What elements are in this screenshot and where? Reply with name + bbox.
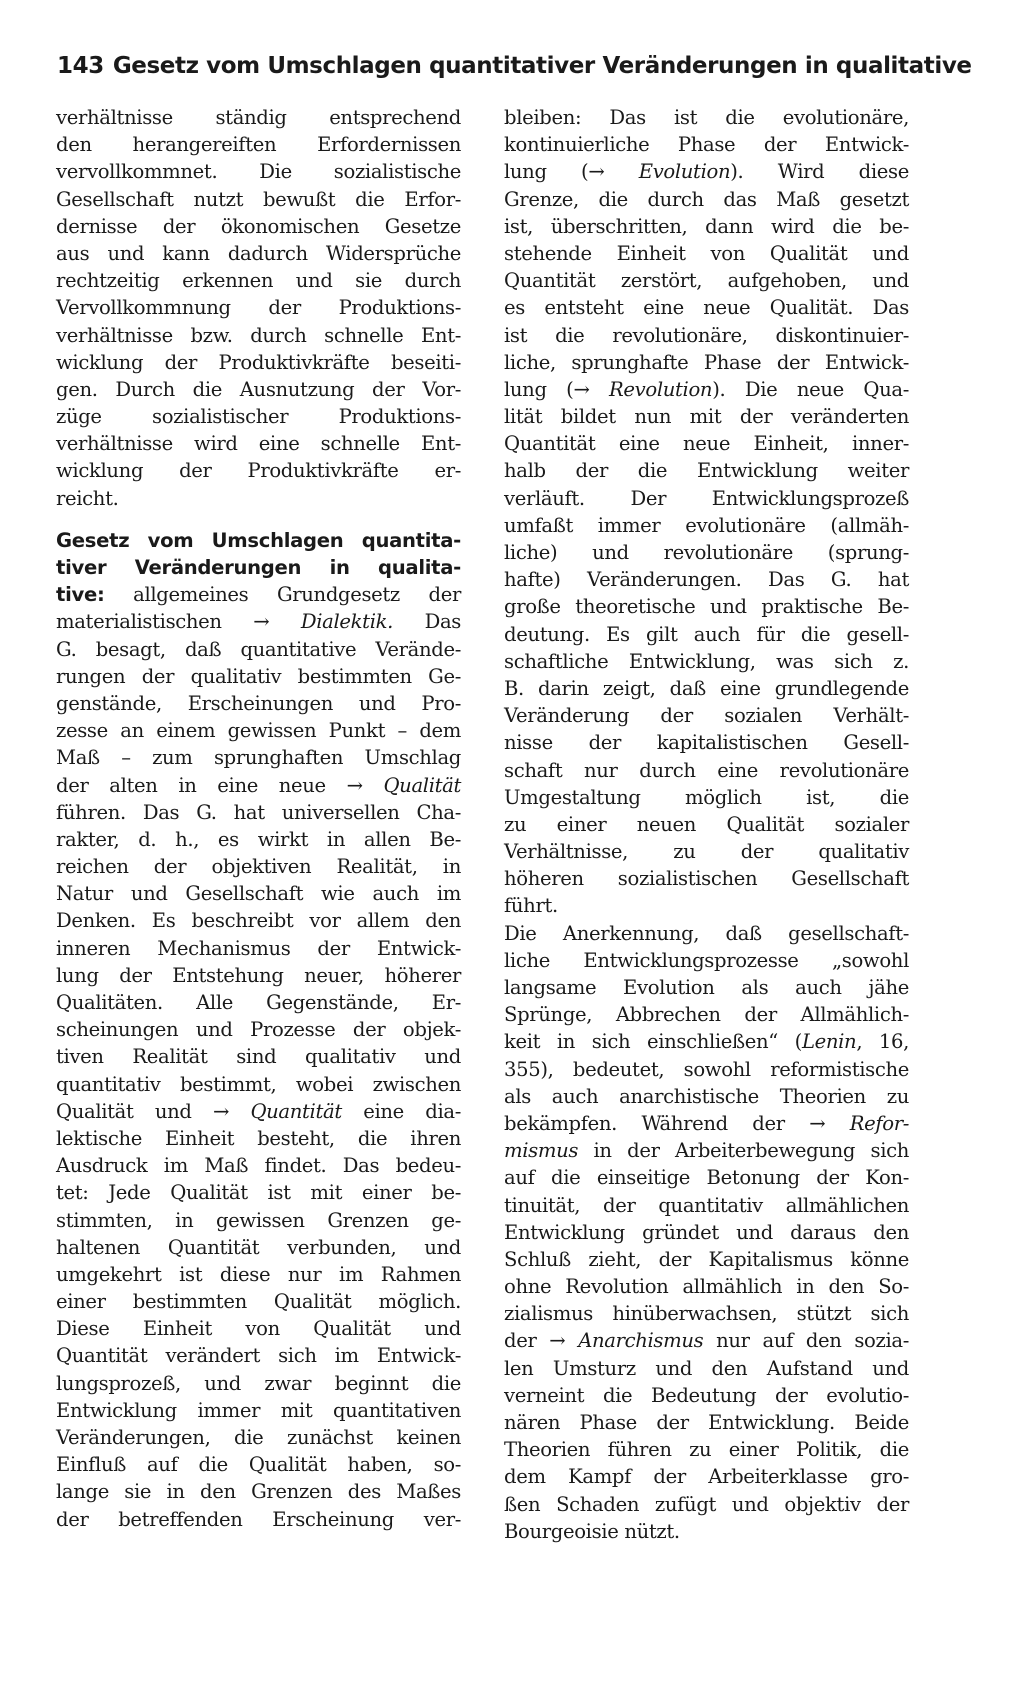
text-line: auf die einseitige Betonung der Kon- <box>504 1166 909 1190</box>
text-line: verhältnisse wird eine schnelle Ent- <box>56 432 461 456</box>
arrow-icon: → <box>588 160 605 184</box>
text-line <box>504 376 909 403</box>
text-fragment: der alten in eine neue <box>56 773 347 797</box>
text-line: Entwicklung gründet und daraus den <box>504 1220 909 1244</box>
text-line: Entwicklung immer mit quantitativen <box>56 1398 461 1422</box>
text-line: Grenze, die durch das Maß gesetzt <box>504 187 909 211</box>
text-fragment: eine dia- <box>341 1099 461 1123</box>
entry-heading: Gesetz vom Umschlagen quantita- <box>56 528 461 552</box>
cross-reference-link[interactable]: Evolution <box>638 160 731 184</box>
text-line: rechtzeitig erkennen und sie durch <box>56 269 461 293</box>
text-line: genstände, Erscheinungen und Pro- <box>56 691 461 715</box>
text-line: schaftliche Entwicklung, was sich z. <box>504 649 909 673</box>
text-line: Die Anerkennung, daß gesellschaft- <box>504 921 909 945</box>
text-fragment: in der Arbeiterbewegung sich <box>578 1139 909 1163</box>
text-line: führt. <box>504 894 558 918</box>
text-line: nären Phase der Entwicklung. Beide <box>504 1411 909 1434</box>
text-line: stimmten, in gewissen Grenzen ge- <box>56 1208 461 1232</box>
text-line: quantitativ bestimmt, wobei zwischen <box>56 1072 461 1096</box>
text-line: einer bestimmten Qualität möglich. <box>56 1290 461 1314</box>
left-column <box>56 104 461 1533</box>
arrow-icon: → <box>346 773 363 797</box>
text-line: liche, sprunghafte Phase der Entwick- <box>504 350 909 374</box>
text-line: zu einer neuen Qualität sozialer <box>504 812 909 836</box>
text-fragment: Das <box>393 610 461 634</box>
text-line: zesse an einem gewissen Punkt – dem <box>56 719 461 743</box>
text-line: Verhältnisse, zu der qualitativ <box>504 840 909 864</box>
running-title: Gesetz vom Umschlagen quantitativer Veränderungen in qualitative <box>112 53 972 79</box>
text-line: große theoretische und praktische Be- <box>504 595 909 619</box>
text-line: als auch anarchistische Theorien zu <box>504 1084 909 1108</box>
text-line: verhältnisse ständig entsprechend <box>56 106 461 129</box>
text-fragment: der <box>504 1329 550 1353</box>
text-line: halb der die Entwicklung weiter <box>504 459 909 483</box>
cross-reference-link[interactable]: Qualität <box>383 773 461 797</box>
text-line: Schluß zieht, der Kapitalismus könne <box>504 1247 909 1271</box>
text-line: umgekehrt ist diese nur im Rahmen <box>56 1262 461 1286</box>
arrow-icon: → <box>809 1111 826 1135</box>
text-line: inneren Mechanismus der Entwick- <box>56 936 461 960</box>
text-line: Umgestaltung möglich ist, die <box>504 785 909 809</box>
text-line <box>504 158 909 185</box>
text-line: Theorien führen zu einer Politik, die <box>504 1438 909 1462</box>
text-line: verhältnisse bzw. durch schnelle Ent- <box>56 323 461 347</box>
page-header <box>57 50 972 82</box>
text-line <box>504 1327 909 1354</box>
text-line: reichen der objektiven Realität, in <box>56 855 461 879</box>
text-line: lange sie in den Grenzen des Maßes <box>56 1480 461 1504</box>
cross-reference-link[interactable]: Revolution <box>609 377 713 401</box>
cross-reference-link[interactable]: Dialektik. <box>300 610 394 634</box>
text-line: dem Kampf der Arbeiterklasse gro- <box>504 1465 909 1489</box>
text-line <box>56 1098 461 1125</box>
text-line: gen. Durch die Ausnutzung der Vor- <box>56 377 461 401</box>
text-line: Quantität eine neue Einheit, inner- <box>504 432 909 456</box>
text-line: liche Entwicklungsprozesse „sowohl <box>504 948 909 972</box>
text-line: Veränderungen, die zunächst keinen <box>56 1426 461 1449</box>
cross-reference-link[interactable]: mismus <box>504 1139 579 1163</box>
text-line: aus und kann dadurch Widersprüche <box>56 241 461 265</box>
text-line: Gesellschaft nutzt bewußt die Erfor- <box>56 187 461 211</box>
arrow-icon: → <box>213 1099 230 1123</box>
text-line: es entsteht eine neue Qualität. Das <box>504 296 909 320</box>
text-line: lungsprozeß, und zwar beginnt die <box>56 1371 461 1395</box>
text-line: Qualitäten. Alle Gegenstände, Er- <box>56 991 461 1014</box>
cross-reference-link[interactable]: Quantität <box>250 1099 342 1123</box>
cross-reference-link[interactable]: Refor- <box>849 1111 909 1135</box>
text-line: dernisse der ökonomischen Gesetze <box>56 214 461 238</box>
arrow-icon: → <box>573 377 590 401</box>
text-line: tinuität, der quantitativ allmählichen <box>504 1193 909 1217</box>
text-line: ist die revolutionäre, diskontinuier- <box>504 323 909 347</box>
text-line: züge sozialistischer Produktions- <box>56 405 461 429</box>
text-line: liche) und revolutionäre (sprung- <box>504 541 909 564</box>
text-fragment: keit in sich einschließen“ ( <box>504 1030 802 1054</box>
text-fragment: Qualität und <box>56 1099 213 1123</box>
text-line: tet: Jede Qualität ist mit einer be- <box>56 1181 461 1205</box>
text-line: lität bildet nun mit der veränderten <box>504 405 909 429</box>
text-line <box>56 608 461 635</box>
text-line: ist, überschritten, dann wird die be- <box>504 214 909 238</box>
text-fragment: nur auf den sozia- <box>703 1329 909 1353</box>
text-line: Veränderung der sozialen Verhält- <box>504 704 909 728</box>
text-line: nisse der kapitalistischen Gesell- <box>504 731 909 755</box>
text-fragment: , 16, <box>856 1030 909 1054</box>
text-line: zialismus hinüberwachsen, stützt sich <box>504 1302 909 1326</box>
text-line: bleiben: Das ist die evolutionäre, <box>504 106 909 129</box>
text-line: wicklung der Produktivkräfte beseiti- <box>56 350 461 374</box>
text-line: B. darin zeigt, daß eine grundlegende <box>504 676 909 700</box>
arrow-icon: → <box>549 1329 566 1353</box>
text-line <box>56 772 461 799</box>
text-line: schaft nur durch eine revolutionäre <box>504 758 909 782</box>
entry-heading: tiver Veränderungen in qualita- <box>56 556 461 579</box>
text-line: langsame Evolution als auch jähe <box>504 976 909 999</box>
citation-author: Lenin <box>801 1030 857 1054</box>
text-fragment: allgemeines Grundgesetz der <box>104 583 461 607</box>
text-line: höheren sozialistischen Gesellschaft <box>504 867 909 891</box>
text-line: Ausdruck im Maß findet. Das bedeu- <box>56 1154 461 1178</box>
text-line: Quantität zerstört, aufgehoben, und <box>504 269 909 293</box>
text-line: Maß – zum sprunghaften Umschlag <box>56 746 461 770</box>
text-fragment: ). Wird diese <box>730 160 909 184</box>
text-line: rakter, d. h., es wirkt in allen Be- <box>56 827 461 851</box>
text-line: Diese Einheit von Qualität und <box>56 1317 461 1341</box>
text-line <box>56 581 461 608</box>
text-line: vervollkommnet. Die sozialistische <box>56 160 461 184</box>
text-line: führen. Das G. hat universellen Cha- <box>56 800 461 824</box>
text-line: stehende Einheit von Qualität und <box>504 241 909 265</box>
cross-reference-link[interactable]: Anarchismus <box>578 1329 704 1353</box>
text-line <box>504 1110 909 1137</box>
text-line: lektische Einheit besteht, die ihren <box>56 1126 461 1150</box>
text-line: kontinuierliche Phase der Entwick- <box>504 133 909 157</box>
text-line: den herangereiften Erfordernissen <box>56 133 461 157</box>
text-line: scheinungen und Prozesse der objek- <box>56 1018 461 1042</box>
text-line: umfaßt immer evolutionäre (allmäh- <box>504 513 909 537</box>
text-line: Vervollkommnung der Produktions- <box>56 296 461 320</box>
text-line: wicklung der Produktivkräfte er- <box>56 459 461 483</box>
text-line: Natur und Gesellschaft wie auch im <box>56 882 461 906</box>
text-fragment: ). Die neue Qua- <box>712 377 909 401</box>
text-line: lung der Entstehung neuer, höherer <box>56 963 461 987</box>
text-line: ßen Schaden zufügt und objektiv der <box>504 1492 909 1516</box>
text-line: hafte) Veränderungen. Das G. hat <box>504 568 909 592</box>
text-line: reicht. <box>56 486 119 510</box>
text-line: Sprünge, Abbrechen der Allmählich- <box>504 1003 909 1027</box>
text-line: haltenen Quantität verbunden, und <box>56 1235 461 1259</box>
text-line <box>504 1137 909 1164</box>
text-line: der betreffenden Erscheinung ver- <box>56 1507 461 1531</box>
text-line: Bourgeoisie nützt. <box>504 1519 680 1543</box>
text-line: tiven Realität sind qualitativ und <box>56 1045 461 1069</box>
text-line <box>504 1028 909 1055</box>
text-line: len Umsturz und den Aufstand und <box>504 1356 909 1380</box>
text-fragment: materialistischen <box>56 610 254 634</box>
text-line: ohne Revolution allmählich in den So- <box>504 1275 909 1299</box>
text-line: rungen der qualitativ bestimmten Ge- <box>56 664 461 688</box>
text-line: verneint die Bedeutung der evolutio- <box>504 1383 909 1407</box>
page-number: 143 <box>57 53 104 79</box>
text-fragment: bekämpfen. Während der <box>504 1111 810 1135</box>
entry-heading: tive: <box>56 583 105 607</box>
text-fragment: lung ( <box>504 377 574 401</box>
right-column <box>504 104 909 1545</box>
text-line: verläuft. Der Entwicklungsprozeß <box>504 486 909 510</box>
text-line: Quantität verändert sich im Entwick- <box>56 1344 461 1368</box>
arrow-icon: → <box>253 610 270 634</box>
text-line: 355), bedeutet, sowohl reformistische <box>504 1057 909 1081</box>
text-line: deutung. Es gilt auch für die gesell- <box>504 622 909 646</box>
text-line: Einfluß auf die Qualität haben, so- <box>56 1453 461 1477</box>
text-line: Denken. Es beschreibt vor allem den <box>56 909 461 933</box>
text-fragment: lung ( <box>504 160 589 184</box>
text-line: G. besagt, daß quantitative Verände- <box>56 637 461 661</box>
